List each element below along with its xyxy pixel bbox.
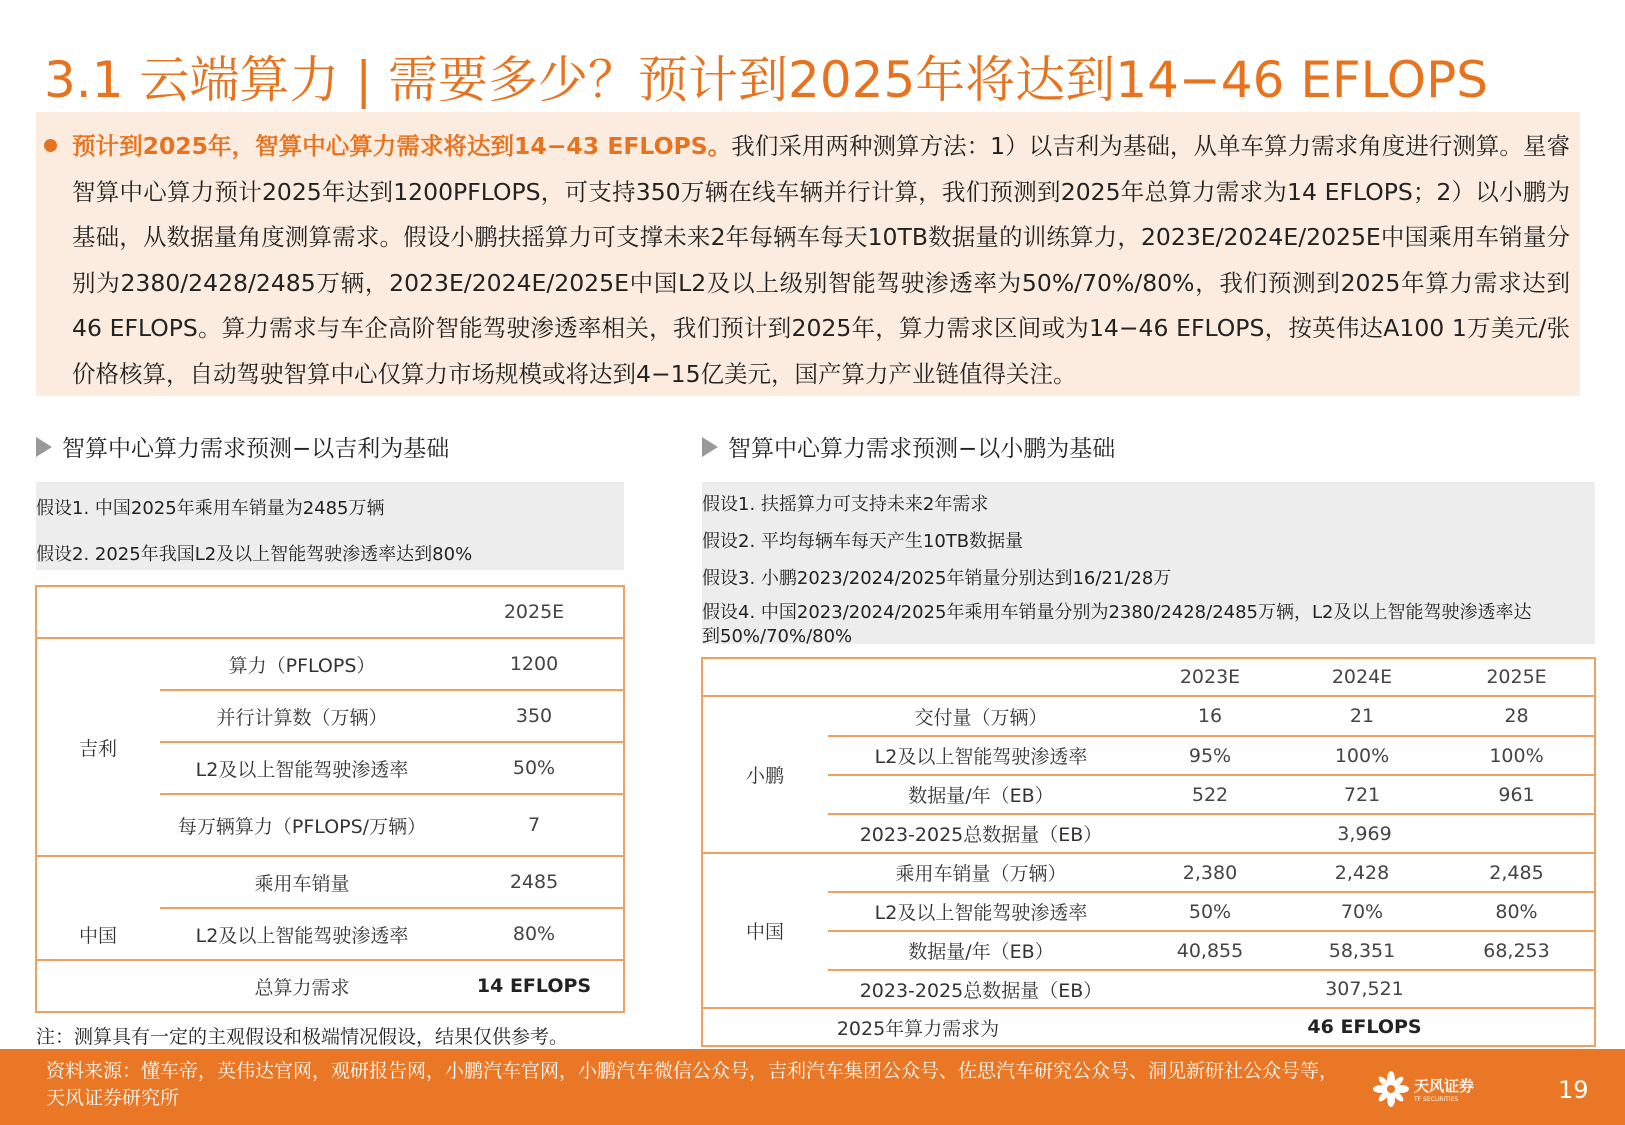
logo-flower-icon <box>1372 1070 1410 1108</box>
cell: 100% <box>1489 744 1544 767</box>
right-section-title: 智算中心算力需求预测−以小鹏为基础 <box>702 430 1115 463</box>
page-number: 19 <box>1558 1076 1589 1104</box>
total-label: 2023-2025总数据量（EB） <box>859 824 1103 846</box>
cell: 95% <box>1188 744 1232 767</box>
group-label-china: 中国 <box>745 921 784 943</box>
cell: 961 <box>1498 783 1535 806</box>
col-header-2023: 2023E <box>1179 666 1241 688</box>
cell: 522 <box>1191 783 1229 806</box>
row-value: 350 <box>515 705 553 727</box>
cell: 21 <box>1349 705 1375 727</box>
col-header-2025: 2025E <box>1486 666 1547 688</box>
right-assumption-4: 假设4. 中国2023/2024/2025年乘用车销量分别为2380/2428/2485万辆，L2及以上智能驾驶渗透率达 <box>702 602 1532 623</box>
cell: 721 <box>1343 783 1381 806</box>
row-label: 数据量/年（EB） <box>908 941 1054 963</box>
total-value: 307,521 <box>1325 978 1404 1000</box>
row-label: L2及以上智能驾驶渗透率 <box>874 902 1088 924</box>
group-label-geely: 吉利 <box>78 737 117 760</box>
final-value: 46 EFLOPS <box>1307 1016 1422 1038</box>
row-label: L2及以上智能驾驶渗透率 <box>195 758 409 781</box>
source-text: 资料来源：懂车帝，英伟达官网，观研报告网，小鹏汽车官网，小鹏汽车微信公众号，吉利汽车集团公众号、佐思汽车研究公众号、洞见新研社公众号等，天风证券研究所 <box>46 1060 1339 1109</box>
cell: 2,380 <box>1182 861 1238 884</box>
right-assumption-2: 假设2. 平均每辆车每天产生10TB数据量 <box>702 531 1024 552</box>
row-value: 2485 <box>509 871 559 893</box>
right-assumption-1: 假设1. 扶摇算力可支持未来2年需求 <box>702 494 989 515</box>
total-label: 总算力需求 <box>254 976 350 999</box>
logo-en-text: TF SECURITIES <box>1414 1096 1459 1103</box>
page-title: 3.1 云端算力 | 需要多少？预计到2025年将达到14−46 EFLOPS <box>44 51 1488 109</box>
cell: 100% <box>1334 744 1390 767</box>
left-assumption-1: 假设1. 中国2025年乘用车销量为2485万辆 <box>36 498 385 519</box>
cell: 40,855 <box>1176 939 1244 962</box>
final-label: 2025年算力需求为 <box>836 1017 1000 1040</box>
left-assumption-2: 假设2. 2025年我国L2及以上智能驾驶渗透率达到80% <box>36 544 473 565</box>
group-label-xpeng: 小鹏 <box>745 765 784 787</box>
total-label: 2023-2025总数据量（EB） <box>859 979 1103 1002</box>
row-label: L2及以上智能驾驶渗透率 <box>874 746 1088 768</box>
total-value: 14 EFLOPS <box>476 975 592 997</box>
cell: 80% <box>1495 900 1538 923</box>
cell: 16 <box>1197 705 1223 727</box>
cell: 70% <box>1340 900 1384 923</box>
row-value: 7 <box>527 814 541 836</box>
cell: 28 <box>1504 705 1529 727</box>
row-label: 算力（PFLOPS） <box>228 654 376 677</box>
row-value: 1200 <box>509 653 559 675</box>
summary-highlight: 预计到2025年，智算中心算力需求将达到14−43 EFLOPS。 <box>72 132 732 160</box>
row-label: 乘用车销量（万辆） <box>895 863 1067 885</box>
summary-body: 我们采用两种测算方法：1）以吉利为基础，从单车算力需求角度进行测算。星睿智算中心算力预计2025年达到1200PFLOPS，可支持350万辆在线车辆并行计算，我们预测到2025年总算力需求为14 EFLOPS；2）以小鹏为基础，从数据量角度测算需求。假设小鹏扶摇算力可支撑未来2年每辆车每天10TB数据量的训练算力，2023E/2024E/2025E中国乘用车销量分别为2380/2428/2485万辆，2023E/2024E/2025E中国L2及以上级别智能驾驶渗透率为50%/70%/80%，我们预测到2025年算力需求达到46 EFLOPS。算力需求与车企高阶智能驾驶渗透率相关，我们预计到2025年，算力需求区间或为14−46 EFLOPS，按英伟达A100 1万美元/张价格核算，自动驾驶智算中心仅算力市场规模或将达到4−15亿美元，国产算力产业链值得关注。 <box>72 132 1570 388</box>
row-label: 并行计算数（万辆） <box>216 706 388 729</box>
group-label-china: 中国 <box>78 924 117 947</box>
row-value: 50% <box>512 757 556 779</box>
row-label: 数据量/年（EB） <box>908 785 1054 807</box>
col-header-2025: 2025E <box>503 601 565 623</box>
right-table <box>702 658 1595 1046</box>
row-value: 80% <box>512 923 556 945</box>
row-label: L2及以上智能驾驶渗透率 <box>195 924 409 947</box>
row-label: 交付量（万辆） <box>914 706 1048 729</box>
triangle-icon <box>702 437 718 457</box>
left-section-title: 智算中心算力需求预测−以吉利为基础 <box>36 430 449 463</box>
cell: 58,351 <box>1328 939 1396 962</box>
logo-cn-text: 天风证券 <box>1414 1077 1475 1095</box>
right-assumption-3: 假设3. 小鹏2023/2024/2025年销量分别达到16/21/28万 <box>702 568 1172 589</box>
cell: 2,485 <box>1489 861 1544 884</box>
total-value: 3,969 <box>1337 822 1392 845</box>
cell: 50% <box>1188 900 1232 923</box>
cell: 2,428 <box>1334 861 1390 884</box>
row-label: 乘用车销量 <box>254 872 350 895</box>
left-table <box>36 586 624 1012</box>
tf-securities-logo <box>1372 1066 1482 1112</box>
row-label: 每万辆算力（PFLOPS/万辆） <box>177 815 427 838</box>
note-text: 注：测算具有一定的主观假设和极端情况假设，结果仅供参考。 <box>36 1026 569 1048</box>
right-assumption-4-cont: 到50%/70%/80% <box>702 626 853 647</box>
col-header-2024: 2024E <box>1331 666 1393 688</box>
cell: 68,253 <box>1483 939 1550 962</box>
